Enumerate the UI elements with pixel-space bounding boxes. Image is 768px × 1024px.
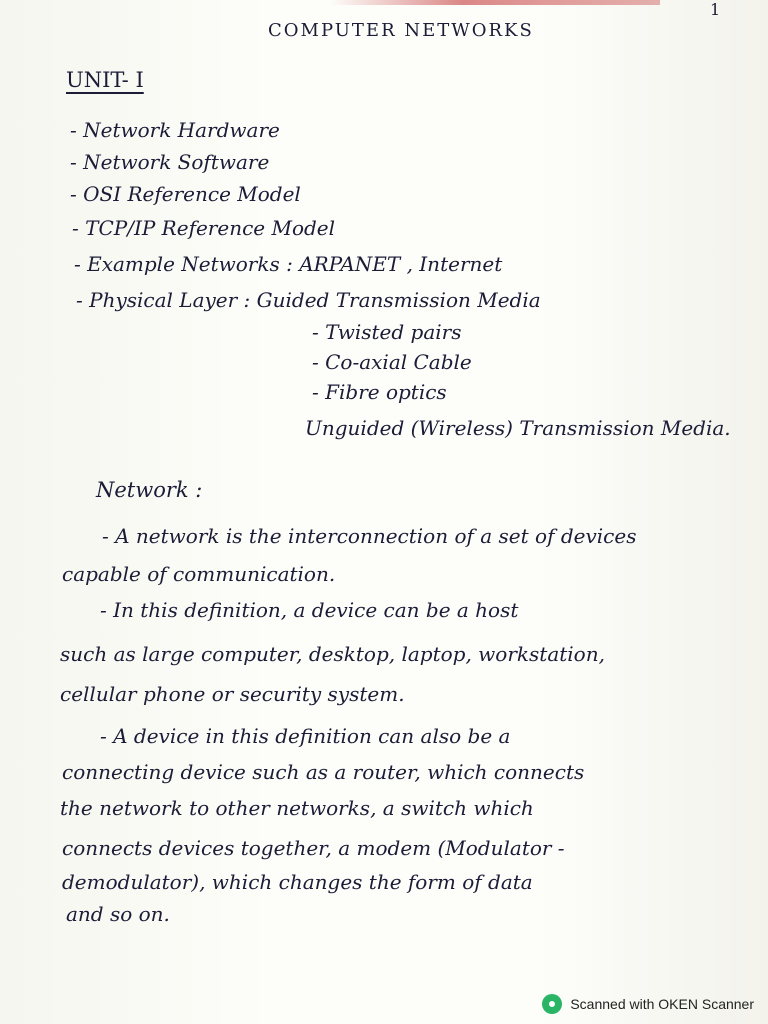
oken-scanner-logo-icon <box>542 994 562 1014</box>
subtopic-item: - Co-axial Cable <box>312 350 472 374</box>
topic-item: - OSI Reference Model <box>70 182 301 206</box>
paragraph-line: connects devices together, a modem (Modulator - <box>62 836 565 860</box>
paragraph-line: and so on. <box>66 902 170 926</box>
scanner-watermark-text: Scanned with OKEN Scanner <box>570 996 754 1012</box>
paragraph-line: capable of communication. <box>62 562 336 586</box>
paragraph-line: - A network is the interconnection of a set of devices <box>102 524 637 548</box>
subtopic-item: - Fibre optics <box>312 380 447 404</box>
topic-item: - Network Hardware <box>70 118 280 142</box>
topic-item: - Example Networks : ARPANET , Internet <box>74 252 503 276</box>
subtopic-item: - Twisted pairs <box>312 320 462 344</box>
paragraph-line: the network to other networks, a switch which <box>60 796 534 820</box>
page-title: COMPUTER NETWORKS <box>268 20 534 41</box>
scanner-watermark <box>542 994 754 1014</box>
topic-item: - TCP/IP Reference Model <box>72 216 336 240</box>
page-number: 1 <box>710 0 721 19</box>
unit-heading: UNIT- I <box>66 68 144 92</box>
paragraph-line: - In this definition, a device can be a host <box>100 598 519 622</box>
network-heading: Network : <box>96 478 203 502</box>
paragraph-line: demodulator), which changes the form of data <box>62 870 533 894</box>
paragraph-line: such as large computer, desktop, laptop, workstation, <box>60 642 605 666</box>
subtopic-item: Unguided (Wireless) Transmission Media. <box>305 416 731 440</box>
paragraph-line: - A device in this definition can also be a <box>100 724 511 748</box>
paragraph-line: cellular phone or security system. <box>60 682 405 706</box>
topic-item: - Network Software <box>70 150 270 174</box>
topic-item: - Physical Layer : Guided Transmission Media <box>76 288 541 312</box>
paragraph-line: connecting device such as a router, which connects <box>62 760 585 784</box>
page-top-edge <box>330 0 660 5</box>
